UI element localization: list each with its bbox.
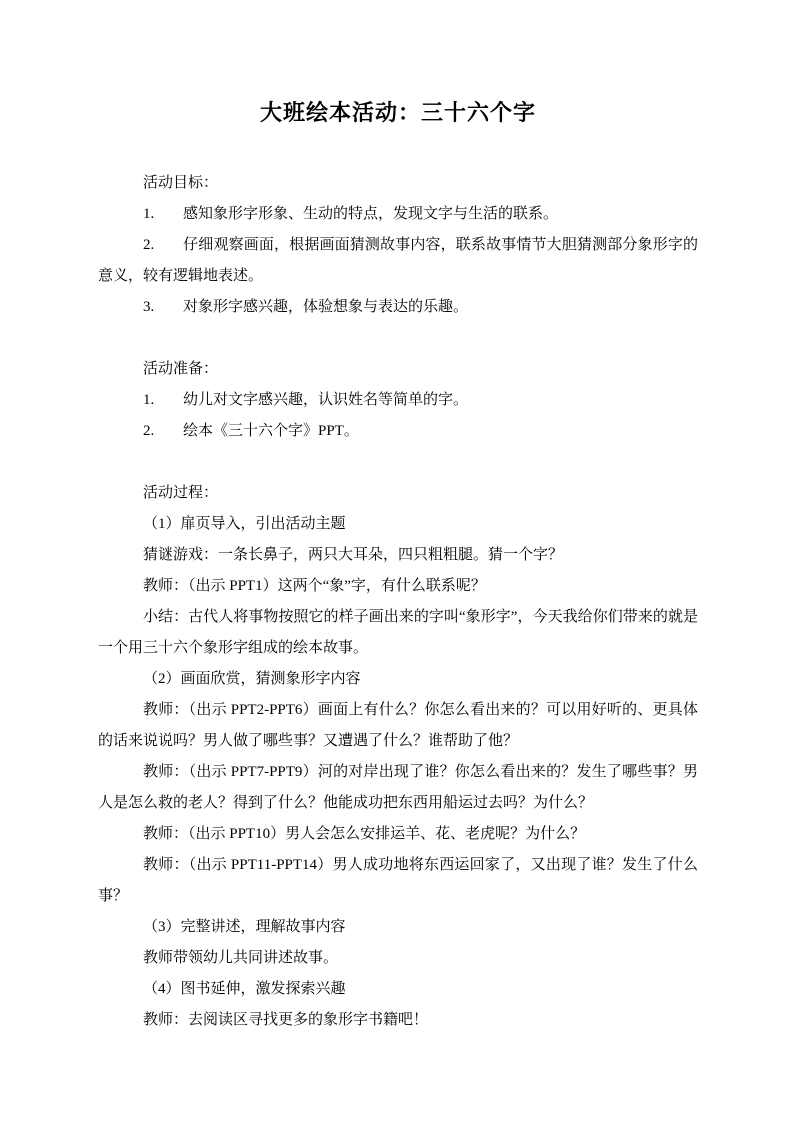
teacher-ppt10-line: 教师：（出示 PPT10）男人会怎么安排运羊、花、老虎呢？为什么？ (143, 826, 586, 842)
teacher-ppt7-9-line: 教师：（出示 PPT7-PPT9）河的对岸出现了谁？你怎么看出来的？发生了哪些事？男人是怎么救的老人？得到了什么？他能成功把东西用船运过去吗？为什么？ (98, 764, 698, 811)
step-4-book-extension: （4）图书延伸，激发探索兴趣 (143, 981, 346, 997)
heading-activity-goals: 活动目标： (143, 175, 219, 191)
step-3-complete-retelling: （3）完整讲述，理解故事内容 (143, 919, 346, 935)
prep-item-1 (98, 385, 698, 416)
teacher-ppt11-14-line: 教师：（出示 PPT11-PPT14）男人成功地将东西运回家了，又出现了谁？发生了什么事？ (98, 857, 698, 904)
goal-item-3 (98, 292, 698, 323)
prep-item-2-text: 绘本《三十六个字》PPT。 (183, 423, 359, 439)
teacher-ppt1-line: 教师：（出示 PPT1）这两个“象”字，有什么联系呢？ (143, 578, 486, 594)
step-1-title-page-intro: （1）扉页导入，引出活动主题 (143, 516, 346, 532)
item-number: 2. (143, 423, 155, 439)
item-number: 3. (143, 299, 155, 315)
teacher-retell-line: 教师带领幼儿共同讲述故事。 (143, 950, 339, 966)
document-title: 大班绘本活动：三十六个字 (259, 100, 536, 125)
teacher-reading-area-line: 教师：去阅读区寻找更多的象形字书籍吧！ (143, 1012, 429, 1028)
step-2-picture-appreciation: （2）画面欣赏，猜测象形字内容 (143, 671, 361, 687)
heading-activity-preparation: 活动准备： (143, 361, 219, 377)
riddle-game-line: 猜谜游戏：一条长鼻子，两只大耳朵，四只粗粗腿。猜一个字？ (143, 547, 564, 563)
goal-item-1-text: 感知象形字形象、生动的特点，发现文字与生活的联系。 (183, 206, 559, 222)
item-number: 1. (143, 206, 155, 222)
summary-line: 小结：古代人将事物按照它的样子画出来的字叫“象形字”，今天我给你们带来的就是一个用三十六个象形字组成的绘本故事。 (98, 609, 698, 656)
blank-line (98, 323, 698, 354)
goal-item-2 (98, 230, 698, 292)
item-number: 1. (143, 392, 155, 408)
heading-activity-process: 活动过程： (143, 485, 219, 501)
blank-line (98, 447, 698, 478)
prep-item-2 (98, 416, 698, 447)
teacher-ppt2-6-line: 教师：（出示 PPT2-PPT6）画面上有什么？你怎么看出来的？可以用好听的、更具体的话来说说吗？男人做了哪些事？又遭遇了什么？谁帮助了他？ (98, 702, 698, 749)
goal-item-3-text: 对象形字感兴趣，体验想象与表达的乐趣。 (183, 299, 469, 315)
goal-item-1 (98, 199, 698, 230)
goal-item-2-text: 仔细观察画面，根据画面猜测故事内容，联系故事情节大胆猜测部分象形字的意义，较有逻辑地表述。 (98, 237, 698, 284)
item-number: 2. (143, 237, 155, 253)
prep-item-1-text: 幼儿对文字感兴趣，认识姓名等简单的字。 (183, 392, 469, 408)
